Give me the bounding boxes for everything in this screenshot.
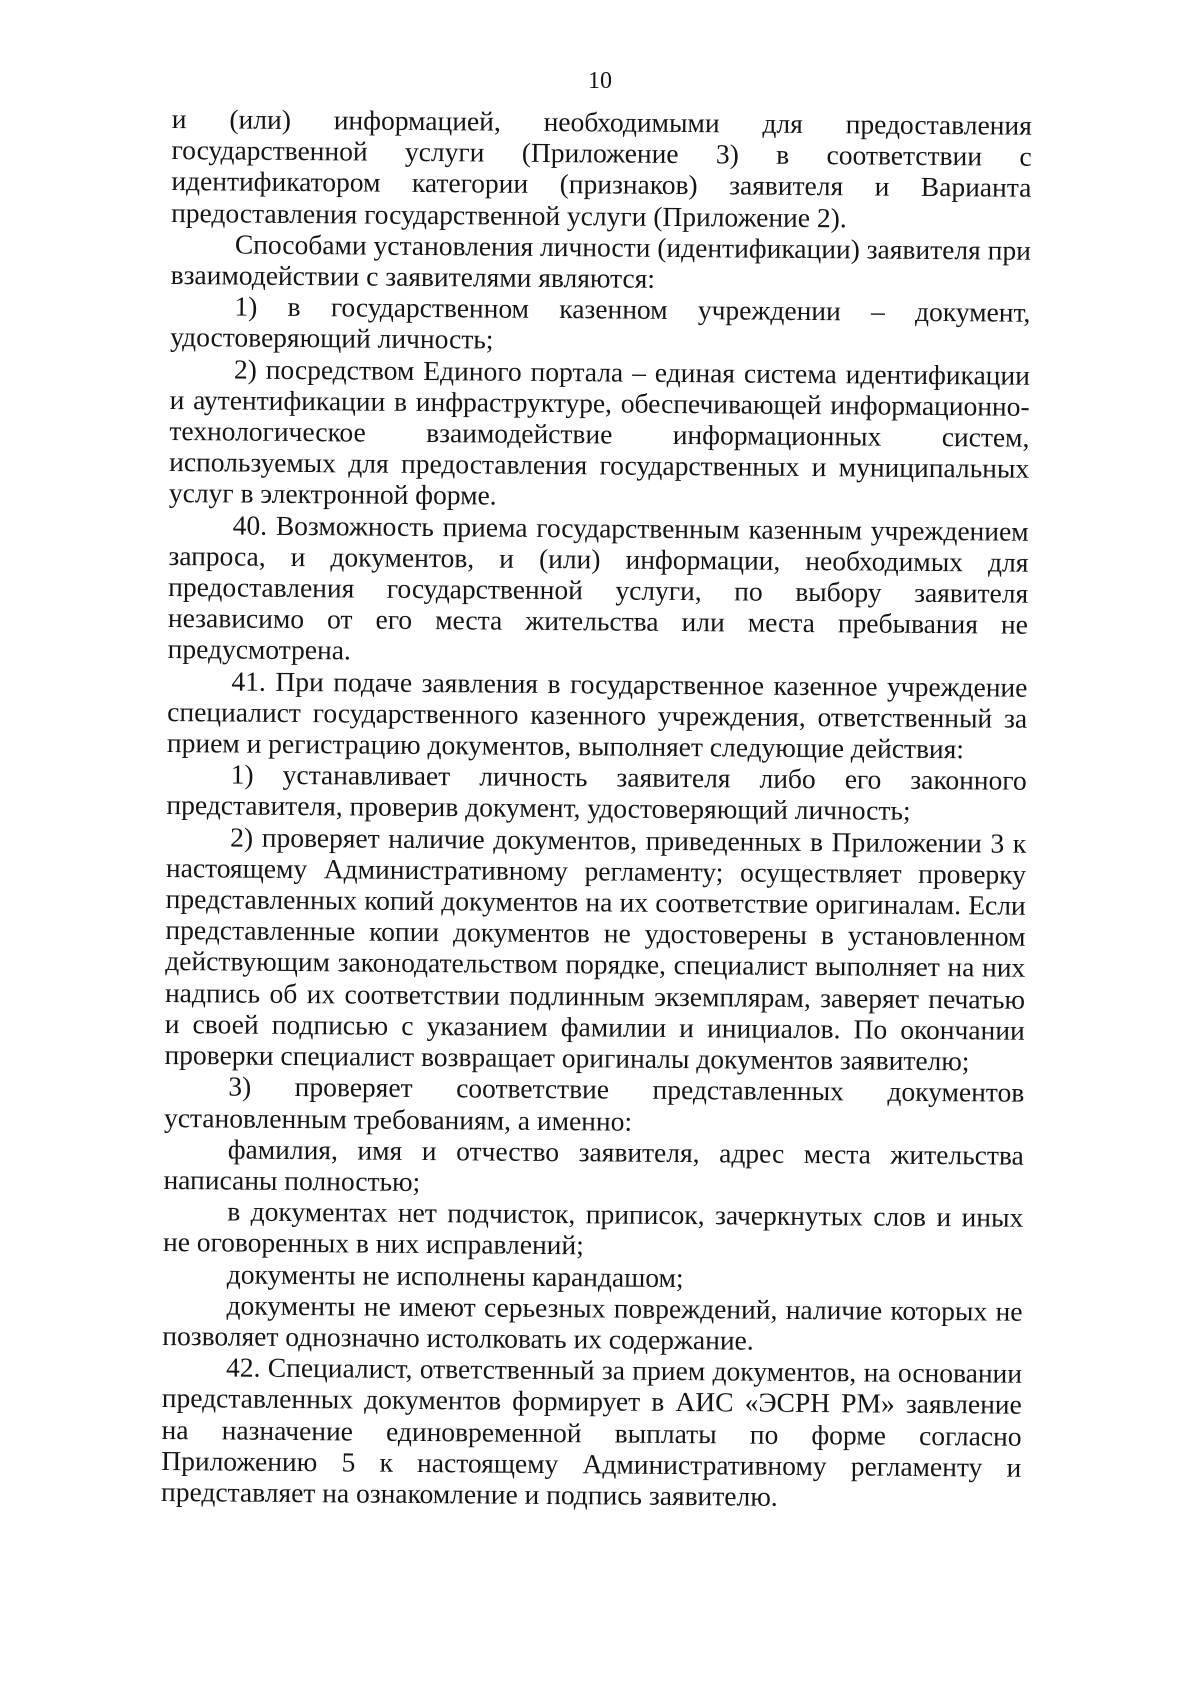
page-number: 10 xyxy=(588,68,612,94)
clause-42: 42. Специалист, ответственный за прием документов, на основании представленных документов формирует в АИС «ЭСРН РМ» заявление на назначение единовременной выплаты по форме согласно Приложению 5 к настоящему Административному регламенту и представляет на ознакомление и подпись заявителю. xyxy=(160,1351,1023,1512)
list-item: 2) проверяет наличие документов, приведенных в Приложении 3 к настоящему Административному регламенту; осуществляет проверку представленных копий документов на их соответствие оригиналам. Если представленные копии документов не удостоверены в установленном действующим законодательством порядке, специалист выполняет на них надпись об их соответствии подлинным экземплярам, заверяет печатью и своей подписью с указанием фамилии и инициалов. По окончании проверки специалист возвращает оригиналы документов заявителю; xyxy=(164,821,1027,1077)
clause-41: 41. При подаче заявления в государственное казенное учреждение специалист государственного казенного учреждения, ответственный за прием и регистрацию документов, выполняет следующие действия: xyxy=(166,665,1028,765)
paragraph: и (или) информацией, необходимыми для предоставления государственной услуги (Приложение 3) в соответствии с идентификатором категории (признаков) заявителя и Варианта предоставления государственной услуги (Приложение 2). xyxy=(171,103,1032,233)
list-item: 2) посредством Единого портала – единая система идентификации и аутентификации в инфраструктуре, обеспечивающей информационно-технологическое взаимодействие информационных систем, используемых для предоставления государственных и муниципальных услуг в электронной форме. xyxy=(168,353,1031,511)
document-body xyxy=(161,103,1032,1514)
requirement-item: документы не имеют серьезных повреждений, наличие которых не позволяет однозначно истолковать их содержание. xyxy=(162,1289,1023,1356)
paragraph: Способами установления личности (идентификации) заявителя при взаимодействии с заявителями являются: xyxy=(170,228,1031,294)
requirement-item: в документах нет подчисток, приписок, зачеркнутых слов и иных не оговоренных в них исправлений; xyxy=(162,1195,1024,1261)
clause-40: 40. Возможность приема государственным казенным учреждением запроса, и документов, и (или) информации, необходимых для предоставления государственной услуги, по выбору заявителя независимо от его места жительства или места пребывания не предусмотрена. xyxy=(167,509,1029,666)
list-item: 3) проверяет соответствие представленных документов установленным требованиям, а именно: xyxy=(163,1070,1025,1137)
list-item: 1) устанавливает личность заявителя либо его законного представителя, проверив документ, удостоверяющий личность; xyxy=(166,758,1027,827)
requirement-item: документы не исполнены карандашом; xyxy=(226,1257,684,1293)
list-item: 1) в государственном казенном учреждении – документ, удостоверяющий личность; xyxy=(170,290,1031,355)
requirement-item: фамилия, имя и отчество заявителя, адрес места жительства написаны полностью; xyxy=(163,1133,1024,1197)
